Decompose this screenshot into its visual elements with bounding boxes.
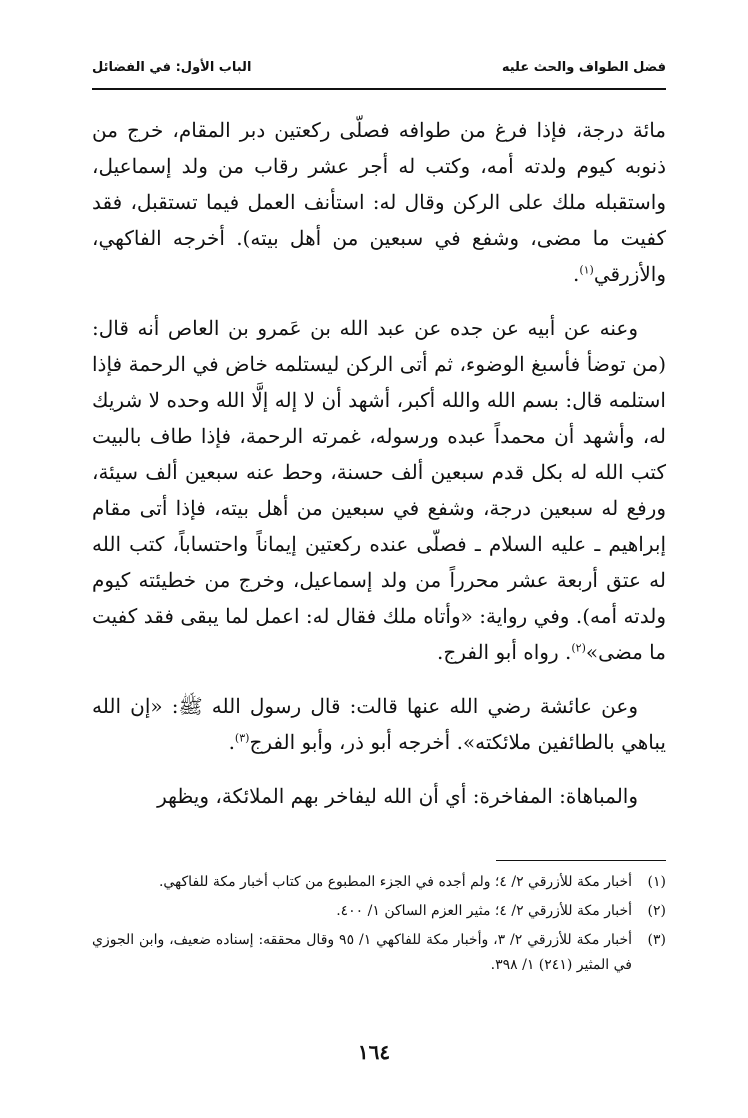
running-header bbox=[92, 52, 666, 82]
header-rule bbox=[92, 88, 666, 90]
page-number: ١٦٤ bbox=[357, 1040, 391, 1064]
footnote-ref: (٢) bbox=[571, 641, 586, 655]
footnote bbox=[92, 899, 666, 924]
footnote-number: (٢) bbox=[647, 903, 666, 919]
footnote-text: أخبار مكة للأزرقي ٢/ ٤؛ مثير العزم الساكن ١/ ٤٠٠. bbox=[336, 903, 632, 919]
footnote-separator bbox=[496, 860, 666, 861]
paragraph: وعن عائشة رضي الله عنها قالت: قال رسول الله ﷺ: «إن الله يباهي بالطائفين ملائكته». أخرجه أبو ذر، وأبو الفرج$^{(٣)}$. bbox=[92, 694, 666, 754]
paragraph: وعنه عن أبيه عن جده عن عبد الله بن عَمرو بن العاص أنه قال: (من توضأ فأسبغ الوضوء، ثم أتى الركن ليستلمه خاض في الرحمة فإذا استلمه قال: بسم الله والله أكبر، أشهد أن لا إله إلَّا الله وحده لا شريك له، وأشهد أن محمداً عبده ورسوله، غمرته الرحمة، فإذا طاف بالبيت كتب الله له بكل قدم سبعين ألف حسنة، وحط عنه سبعين ألف سيئة، ورفع له سبعين درجة، وشفع في سبعين من أهل بيته، فإذا أتى مقام إبراهيم ـ عليه السلام ـ فصلّى عنده ركعتين إيماناً واحتساباً، كتب الله له عتق أربعة عشر محرراً من ولد إسماعيل، وخرج من خطيئته كيوم ولدته أمه). وفي رواية: «وأتاه ملك فقال له: اعمل لما يبقى فقد كفيت ما مضى»$^{(٢)}$. رواه أبو الفرج. bbox=[92, 316, 666, 664]
header-chapter-title: فضل الطواف والحث عليه bbox=[501, 59, 666, 75]
footnote-ref: (٣) bbox=[234, 731, 250, 745]
main-text bbox=[92, 112, 666, 832]
paragraph: والمباهاة: المفاخرة: أي أن الله ليفاخر بهم الملائكة، ويظهر bbox=[157, 784, 638, 808]
paragraph: مائة درجة، فإذا فرغ من طوافه فصلّى ركعتين دبر المقام، خرج من ذنوبه كيوم ولدته أمه، وكتب له أجر عشر رقاب من ولد إسماعيل، واستقبله ملك على الركن وقال له: استأنف العمل فيما تستقبل، فقد كفيت ما مضى، وشفع في سبعين من أهل بيته). أخرجه الفاكهي، والأزرقي$^{(١)}$. bbox=[92, 118, 666, 286]
footnote-number: (١) bbox=[647, 874, 666, 890]
footnotes bbox=[92, 870, 666, 982]
header-section-title: الباب الأول: في الفضائل bbox=[92, 59, 252, 75]
footnote bbox=[92, 928, 666, 978]
footnote-text: أخبار مكة للأزرقي ٢/ ٣، وأخبار مكة للفاكهي ١/ ٩٥ وقال محققه: إسناده ضعيف، وابن الجوزي في المثير (٢٤١) ١/ ٣٩٨. bbox=[92, 932, 633, 973]
footnote bbox=[92, 870, 666, 895]
footnote-ref: (١) bbox=[579, 263, 594, 277]
footnote-number: (٣) bbox=[647, 932, 666, 948]
footnote-text: أخبار مكة للأزرقي ٢/ ٤؛ ولم أجده في الجزء المطبوع من كتاب أخبار مكة للفاكهي. bbox=[158, 874, 632, 890]
